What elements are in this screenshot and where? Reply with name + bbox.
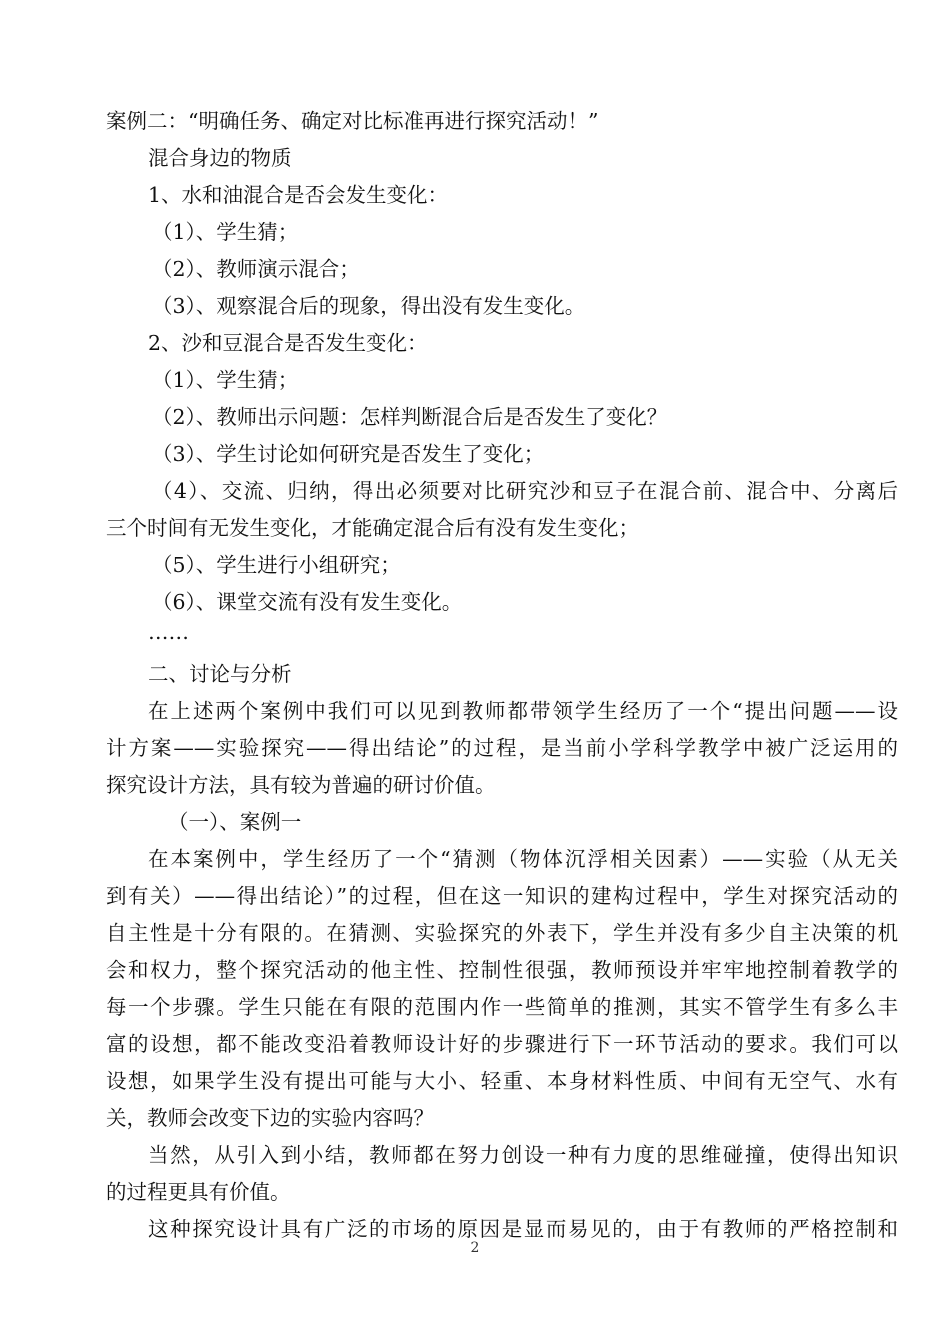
substep-continuation: 三个时间有无发生变化，才能确定混合后有没有发生变化； [106, 516, 639, 540]
activity-title: 混合身边的物质 [148, 146, 292, 170]
step-heading-2: 2、沙和豆混合是否发生变化： [148, 331, 428, 355]
substep-text: （1）、学生猜； [152, 368, 299, 392]
paragraph-line: 设想，如果学生没有提出可能与大小、轻重、本身材料性质、中间有无空气、水有 [106, 1069, 898, 1093]
paragraph-line: 探究设计方法，具有较为普遍的研讨价值。 [106, 773, 496, 797]
paragraph-line: 在本案例中，学生经历了一个“猜测（物体沉浮相关因素）——实验（从无关 [148, 847, 898, 871]
section-heading: 二、讨论与分析 [148, 662, 292, 686]
paragraph-line: 在上述两个案例中我们可以见到教师都带领学生经历了一个“提出问题——设 [148, 699, 898, 723]
paragraph-line: 自主性是十分有限的。在猜测、实验探究的外表下，学生并没有多少自主决策的机 [106, 921, 898, 945]
substep-text: （6）、课堂交流有没有发生变化。 [152, 590, 463, 614]
substep-text: （2）、教师出示问题：怎样判断混合后是否发生了变化？ [152, 405, 668, 429]
substep-text: （5）、学生进行小组研究； [152, 553, 401, 577]
paragraph-line: 富的设想，都不能改变沿着教师设计好的步骤进行下一环节活动的要求。我们可以 [106, 1032, 898, 1056]
paragraph-line: 计方案——实验探究——得出结论”的过程，是当前小学科学教学中被广泛运用的 [106, 736, 898, 760]
paragraph-line: 的过程更具有价值。 [106, 1180, 291, 1204]
paragraph-line: 会和权力，整个探究活动的他主性、控制性很强，教师预设并牢牢地控制着教学的 [106, 958, 898, 982]
paragraph-line: 关，教师会改变下边的实验内容吗？ [106, 1106, 434, 1130]
step-heading-1: 1、水和油混合是否会发生变化： [148, 183, 449, 207]
substep-text: （3）、观察混合后的现象，得出没有发生变化。 [152, 294, 586, 318]
case-two-heading: 案例二：“明确任务、确定对比标准再进行探究活动！” [106, 109, 599, 133]
page-number: 2 [470, 1240, 480, 1256]
substep-text: （2）、教师演示混合； [152, 257, 360, 281]
paragraph-line: 这种探究设计具有广泛的市场的原因是显而易见的，由于有教师的严格控制和 [148, 1217, 898, 1241]
subsection-heading: （一）、案例一 [168, 810, 302, 834]
paragraph-line: 当然，从引入到小结，教师都在努力创设一种有力度的思维碰撞，使得出知识 [148, 1143, 898, 1167]
ellipsis: …… [148, 620, 189, 644]
substep-text: （3）、学生讨论如何研究是否发生了变化； [152, 442, 545, 466]
substep-text: （4）、交流、归纳，得出必须要对比研究沙和豆子在混合前、混合中、分离后 [152, 479, 898, 503]
paragraph-line: 每一个步骤。学生只能在有限的范围内作一些简单的推测，其实不管学生有多么丰 [106, 995, 898, 1019]
substep-text: （1）、学生猜； [152, 220, 299, 244]
paragraph-line: 到有关）——得出结论）”的过程，但在这一知识的建构过程中，学生对探究活动的 [106, 884, 898, 908]
